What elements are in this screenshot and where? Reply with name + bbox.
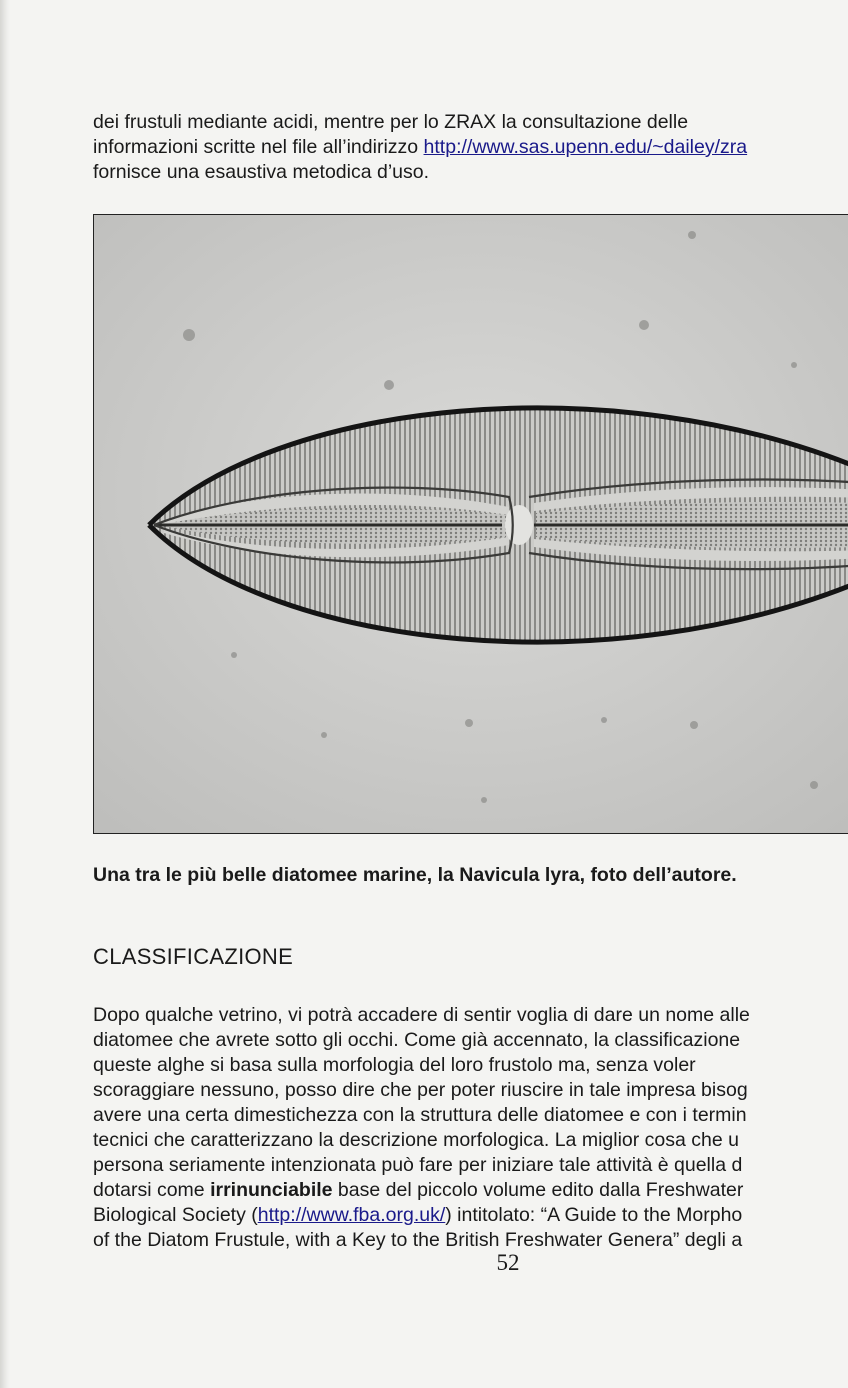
intro-line: fornisce una esaustiva metodica d’uso. (93, 161, 430, 183)
intro-line (93, 135, 848, 160)
body-line: avere una certa dimestichezza con la struttura delle diatomee e con i termin (93, 1104, 747, 1126)
page-number: 52 (496, 1250, 520, 1275)
body-line: scoraggiare nessuno, posso dire che per poter riuscire in tale impresa bisog (93, 1079, 748, 1101)
section-heading: CLASSIFICAZIONE (93, 944, 294, 969)
diatom-photo (93, 214, 848, 834)
page-binding-shadow (0, 0, 10, 1388)
emphasis-text: irrinunciabile (210, 1179, 333, 1201)
body-line (93, 1178, 848, 1203)
body-line: of the Diatom Frustule, with a Key to the British Freshwater Genera” degli a (93, 1229, 743, 1251)
body-line: queste alghe si basa sulla morfologia del loro frustolo ma, senza voler (93, 1054, 696, 1076)
body-line: diatomee che avrete sotto gli occhi. Come già accennato, la classificazione (93, 1029, 741, 1051)
body-text: Biological Society ( (93, 1204, 258, 1226)
body-line: Dopo qualche vetrino, vi potrà accadere di sentir voglia di dare un nome alle (93, 1004, 750, 1026)
body-line: tecnici che caratterizzano la descrizione morfologica. La miglior cosa che u (93, 1129, 739, 1151)
intro-paragraph (93, 110, 848, 185)
body-text: base del piccolo volume edito dalla Freshwater (332, 1179, 744, 1201)
body-text: dotarsi come (93, 1179, 211, 1201)
body-paragraph (93, 1003, 848, 1253)
body-line: persona seriamente intenzionata può fare per iniziare tale attività è quella d (93, 1154, 743, 1176)
intro-line: dei frustuli mediante acidi, mentre per lo ZRAX la consultazione delle (93, 111, 689, 133)
zrax-url-link[interactable]: http://www.sas.upenn.edu/~dailey/zra (423, 136, 748, 158)
intro-text: informazioni scritte nel file all’indirizzo (93, 136, 424, 158)
body-line (93, 1203, 848, 1228)
navicula-lyra-micrograph (94, 215, 848, 834)
body-text: ) intitolato: “A Guide to the Morpho (445, 1204, 743, 1226)
figure-caption: Una tra le più belle diatomee marine, la Navicula lyra, foto dell’autore. (93, 864, 737, 886)
fba-url-link[interactable]: http://www.fba.org.uk/ (257, 1204, 446, 1226)
